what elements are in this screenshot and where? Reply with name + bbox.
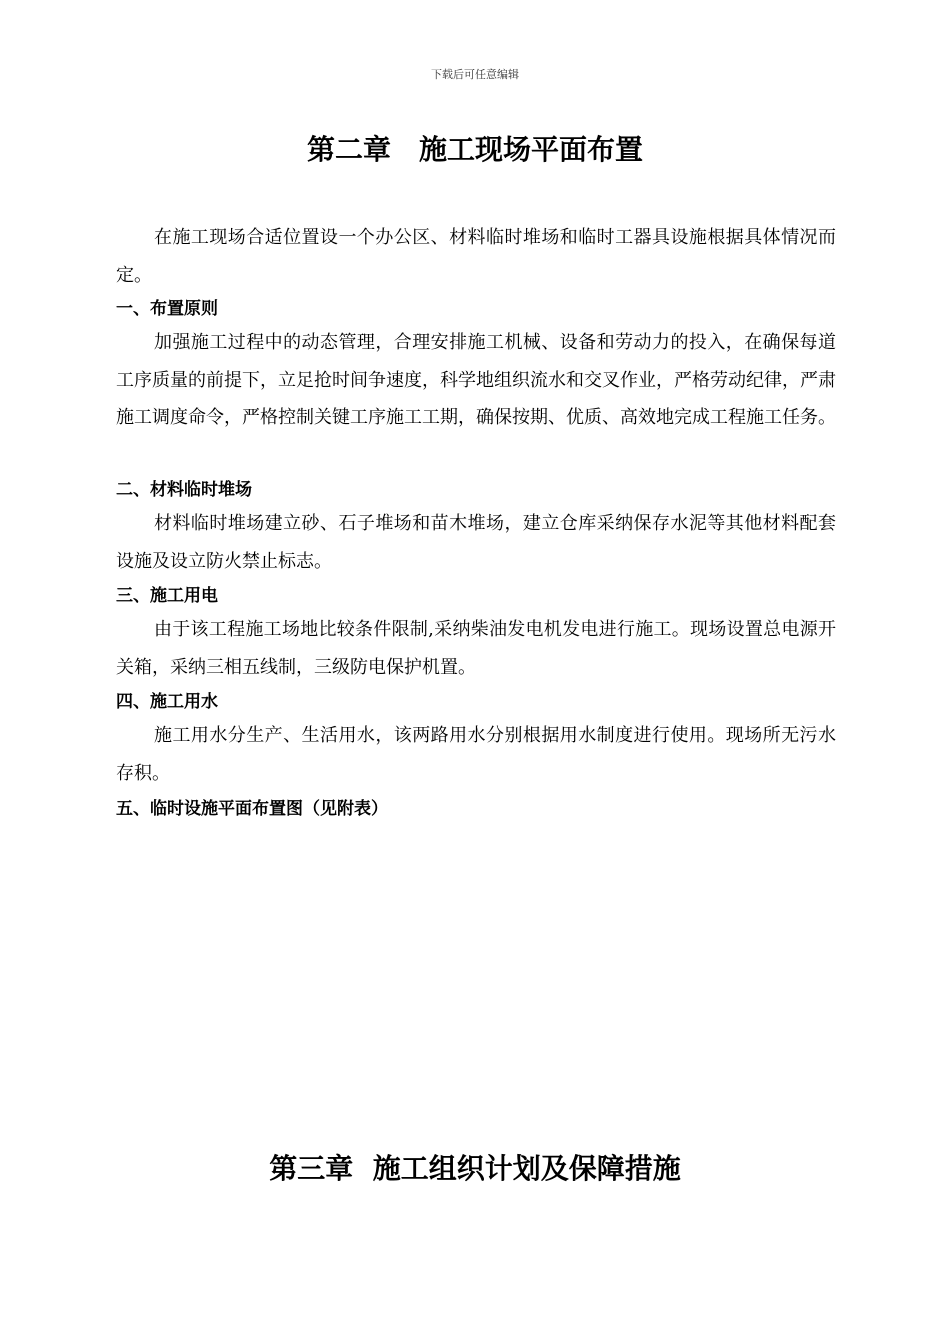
chapter-3-title: 第三章 施工组织计划及保障措施: [269, 1152, 681, 1185]
section-1-heading: 一、布置原则: [116, 299, 218, 319]
section-2-heading: 二、材料临时堆场: [116, 480, 252, 500]
section-3-body: 由于该工程施工场地比较条件限制,采纳柴油发电机发电进行施工。现场设置总电源开关箱，采纳三相五线制，三级防电保护机置。: [116, 619, 836, 678]
section-1-body: 加强施工过程中的动态管理，合理安排施工机械、设备和劳动力的投入，在确保每道工序质量的前提下，立足抢时间争速度，科学地组织流水和交叉作业，严格劳动纪律，严肃施工调度命令，严格控制关键工序施工工期，确保按期、优质、高效地完成工程施工任务。: [116, 332, 836, 428]
section-4-body: 施工用水分生产、生活用水，该两路用水分别根据用水制度进行使用。现场所无污水存积。: [116, 725, 836, 784]
section-4-heading: 四、施工用水: [116, 692, 218, 712]
page-header-note: 下载后可任意编辑: [431, 68, 519, 81]
section-5-heading: 五、临时设施平面布置图（见附表）: [116, 799, 388, 819]
section-3-heading: 三、施工用电: [116, 586, 218, 606]
intro-paragraph: 在施工现场合适位置设一个办公区、材料临时堆场和临时工器具设施根据具体情况而定。: [116, 227, 836, 286]
section-2-body: 材料临时堆场建立砂、石子堆场和苗木堆场，建立仓库采纳保存水泥等其他材料配套设施及设立防火禁止标志。: [116, 513, 836, 572]
chapter-2-title: 第二章 施工现场平面布置: [306, 133, 643, 166]
